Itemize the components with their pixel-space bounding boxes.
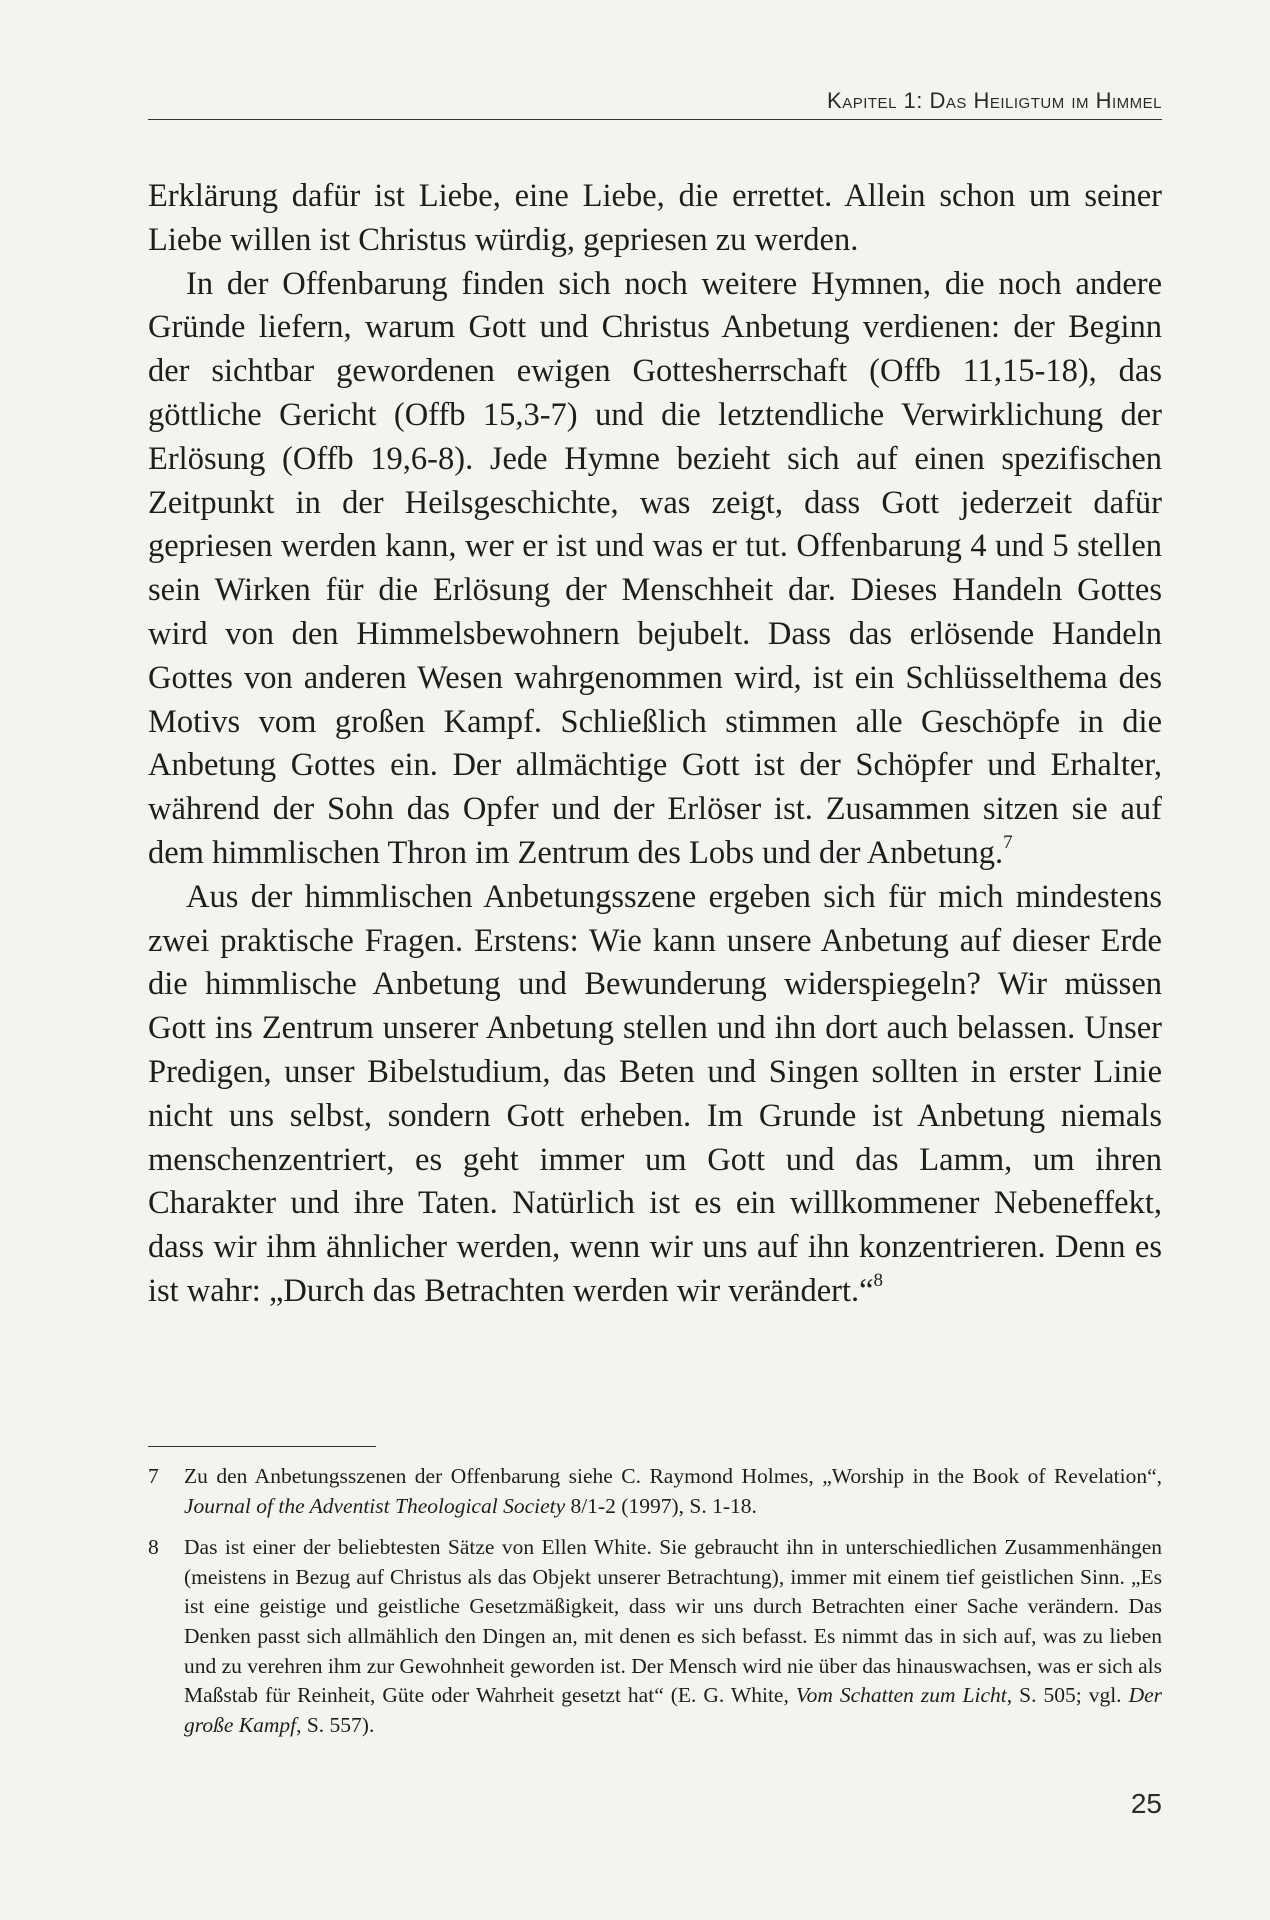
paragraph-text: Erklärung dafür ist Liebe, eine Liebe, die errettet. Allein schon um seiner Liebe willen ist Christus würdig, gepriesen zu werden. bbox=[148, 178, 1162, 258]
footnote-reference[interactable]: 8 bbox=[873, 1269, 884, 1291]
journal-title: Journal of the Adventist Theological Society bbox=[184, 1493, 566, 1518]
running-head: Kapitel 1: Das Heiligtum im Himmel bbox=[827, 88, 1162, 113]
footnote-text: Zu den Anbetungsszenen der Offenbarung siehe C. Raymond Holmes, „Worship in the Book of Revelation“, Journal of the Adventist Theological Society 8/1-2 (1997), S. 1-18. bbox=[184, 1464, 1162, 1518]
footnote-reference[interactable]: 7 bbox=[1003, 831, 1013, 853]
book-title: Vom Schatten zum Licht bbox=[795, 1683, 1007, 1708]
paragraph-text: Aus der himmlischen Anbetungsszene ergeben sich für mich mindestens zwei praktische Fragen. Erstens: Wie kann unsere Anbetung auf dieser Erde die himmlische Anbetung und Bewunderung widerspiegeln? Wir müssen Gott ins Zentrum unserer Anbetung stellen und ihn dort auch belassen. Unser Predigen, unser Bibelstudium, das Beten und Singen sollten in erster Linie nicht uns selbst, sondern Gott erheben. Im Grunde ist Anbetung niemals menschenzentriert, es geht immer um Gott und das Lamm, um ihren Charakter und ihre Taten. Natürlich ist es ein willkommener Nebeneffekt, dass wir ihm ähnlicher werden, wenn wir uns auf ihn konzentrieren. Denn es ist wahr: „Durch das Betrachten werden wir verändert.“ bbox=[148, 878, 1162, 1309]
header-rule bbox=[148, 119, 1162, 120]
footnote-rule bbox=[148, 1446, 376, 1447]
footnote bbox=[148, 1533, 1162, 1740]
body-text bbox=[148, 175, 1162, 1314]
footnote-number: 8 bbox=[148, 1535, 159, 1560]
footnote-number: 7 bbox=[148, 1464, 159, 1488]
page-number: 25 bbox=[1130, 1788, 1162, 1819]
footnotes bbox=[148, 1462, 1162, 1752]
paragraph bbox=[148, 263, 1162, 876]
footnote bbox=[148, 1462, 1162, 1521]
paragraph-text: In der Offenbarung finden sich noch weitere Hymnen, die noch andere Gründe liefern, warum Gott und Christus Anbetung verdienen: der Beginn der sichtbar gewordenen ewigen Gottesherrschaft (Offb 11,15-18), das göttliche Gericht (Offb 15,3-7) und die letztendliche Verwirklichung der Erlösung (Offb 19,6-8). Jede Hymne bezieht sich auf einen spezifischen Zeitpunkt in der Heilsgeschichte, was zeigt, dass Gott jederzeit dafür gepriesen werden kann, wer er ist und was er tut. Offenbarung 4 und 5 stellen sein Wirken für die Erlösung der Menschheit dar. Dieses Handeln Gottes wird von den Himmelsbewohnern bejubelt. Dass das erlösende Handeln Gottes von anderen Wesen wahrgenommen wird, ist ein Schlüsselthema des Motivs vom großen Kampf. Schließlich stimmen alle Geschöpfe in die Anbetung Gottes ein. Der allmächtige Gott ist der Schöpfer und Erhalter, während der Sohn das Opfer und der Erlöser ist. Zusammen sitzen sie auf dem himmlischen Thron im Zentrum des Lobs und der Anbetung. bbox=[148, 265, 1162, 871]
paragraph bbox=[148, 876, 1162, 1314]
paragraph bbox=[148, 175, 1162, 263]
footnote-text: Das ist einer der beliebtesten Sätze von Ellen White. Sie gebraucht ihn in unterschiedlichen Zusammenhängen (meistens in Bezug auf Christus als das Objekt unserer Betrachtung), immer mit einem tief geistlichen Sinn. „Es ist eine geistige und geistliche Gesetzmäßigkeit, dass wir uns durch Betrachten einer Sache verändern. Das Denken passt sich allmählich den Dingen an, mit denen es sich befasst. Es nimmt das in sich auf, was zu lieben und zu verehren ihm zur Gewohnheit geworden ist. Der Mensch wird nie über das hinauswachsen, was er sich als Maßstab für Reinheit, Güte oder Wahrheit gesetzt hat“ (E. G. White, Vom Schatten zum Licht, S. 505; vgl. Der große Kampf, S. 557). bbox=[184, 1535, 1162, 1737]
book-title: Der große Kampf bbox=[184, 1683, 1162, 1737]
